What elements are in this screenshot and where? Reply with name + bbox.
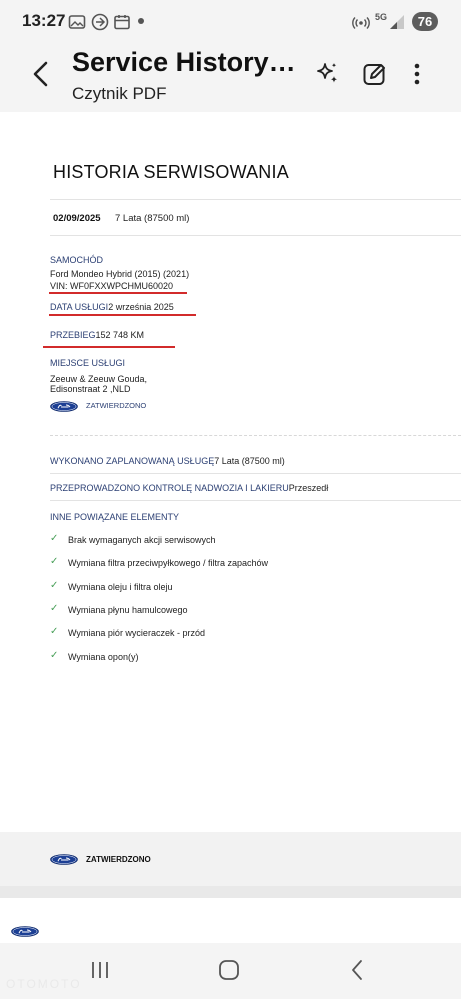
location-line2: Edisonstraat 2 ,NLD [50, 384, 131, 394]
page-gap [0, 886, 461, 898]
body-check-label: PRZEPROWADZONO KONTROLĘ NADWOZIA I LAKIERU [50, 483, 289, 493]
gallery-notification-icon [68, 13, 86, 31]
calendar-notification-icon [113, 13, 131, 31]
service-date-short: 02/09/2025 [53, 213, 101, 224]
check-icon: ✓ [50, 626, 59, 637]
more-notifications-dot [138, 18, 144, 24]
vin-underline [49, 292, 187, 294]
service-date-underline [49, 314, 196, 316]
list-item: Wymiana opon(y) [68, 652, 139, 662]
ford-logo-icon [11, 926, 39, 937]
dashed-divider [50, 435, 461, 436]
recent-apps-icon[interactable] [88, 958, 112, 982]
scheduled-service-row [50, 456, 285, 466]
related-items-label: INNE POWIĄZANE ELEMENTY [50, 512, 180, 522]
scheduled-service-value: 7 Lata (87500 ml) [214, 456, 285, 466]
edit-icon[interactable] [361, 60, 389, 88]
divider [50, 500, 461, 501]
app-bar [0, 44, 461, 112]
location-label: MIEJSCE USŁUGI [50, 358, 126, 368]
signal-strength-icon [388, 13, 406, 31]
pdf-page-2 [0, 898, 461, 943]
document-title: Service History… [72, 47, 296, 77]
check-icon: ✓ [50, 580, 59, 591]
status-time: 13:27 [22, 11, 66, 30]
list-item: Brak wymaganych akcji serwisowych [68, 535, 216, 545]
home-icon[interactable] [217, 958, 241, 982]
location-line1: Zeeuw & Zeeuw Gouda, [50, 374, 148, 384]
document-heading: HISTORIA SERWISOWANIA [53, 162, 289, 182]
service-date-label: DATA USŁUGI [50, 302, 109, 312]
list-item: Wymiana oleju i filtra oleju [68, 582, 173, 592]
divider [50, 235, 461, 236]
body-check-row [50, 483, 328, 493]
check-icon: ✓ [50, 603, 59, 614]
vehicle-model: Ford Mondeo Hybrid (2015) (2021) [50, 269, 190, 279]
service-date-row [50, 302, 174, 312]
app-subtitle: Czytnik PDF [72, 84, 167, 103]
list-item: Wymiana płynu hamulcowego [68, 605, 188, 615]
mileage-value: 152 748 KM [95, 330, 145, 340]
pdf-page [0, 112, 461, 832]
ford-logo-icon [50, 401, 78, 412]
mileage-label: PRZEBIEG [50, 330, 96, 340]
mileage-row [50, 330, 144, 340]
divider [50, 199, 461, 200]
check-icon: ✓ [50, 650, 59, 661]
network-type-label: 5G [375, 12, 388, 22]
sync-notification-icon [91, 13, 109, 31]
service-date-value: 2 września 2025 [108, 302, 174, 312]
back-nav-icon[interactable] [346, 958, 370, 982]
more-options-icon[interactable] [403, 60, 431, 88]
navigation-bar [0, 943, 461, 999]
approved-badge: ZATWIERDZONO [86, 401, 147, 410]
list-item: Wymiana piór wycieraczek - przód [68, 628, 205, 638]
mileage-underline [43, 346, 175, 348]
battery-level: 76 [412, 12, 438, 31]
status-bar [0, 0, 461, 44]
scheduled-service-label: WYKONANO ZAPLANOWANĄ USŁUGĘ [50, 456, 215, 466]
check-icon: ✓ [50, 556, 59, 567]
back-arrow-icon[interactable] [26, 58, 58, 90]
service-interval: 7 Lata (87500 ml) [115, 213, 190, 224]
watermark: OTOMOTO [6, 977, 82, 991]
hotspot-icon [352, 13, 370, 31]
divider [50, 473, 461, 474]
footer-approved: ZATWIERDZONO [86, 855, 151, 864]
body-check-value: Przeszedł [288, 483, 329, 493]
ford-logo-icon [50, 854, 78, 865]
list-item: Wymiana filtra przeciwpyłkowego / filtra zapachów [68, 558, 268, 568]
page-footer [0, 832, 461, 886]
check-icon: ✓ [50, 533, 59, 544]
ai-sparkle-icon[interactable] [313, 60, 341, 88]
vehicle-label: SAMOCHÓD [50, 255, 104, 265]
vehicle-vin: VIN: WF0FXXWPCHMU60020 [50, 281, 174, 291]
